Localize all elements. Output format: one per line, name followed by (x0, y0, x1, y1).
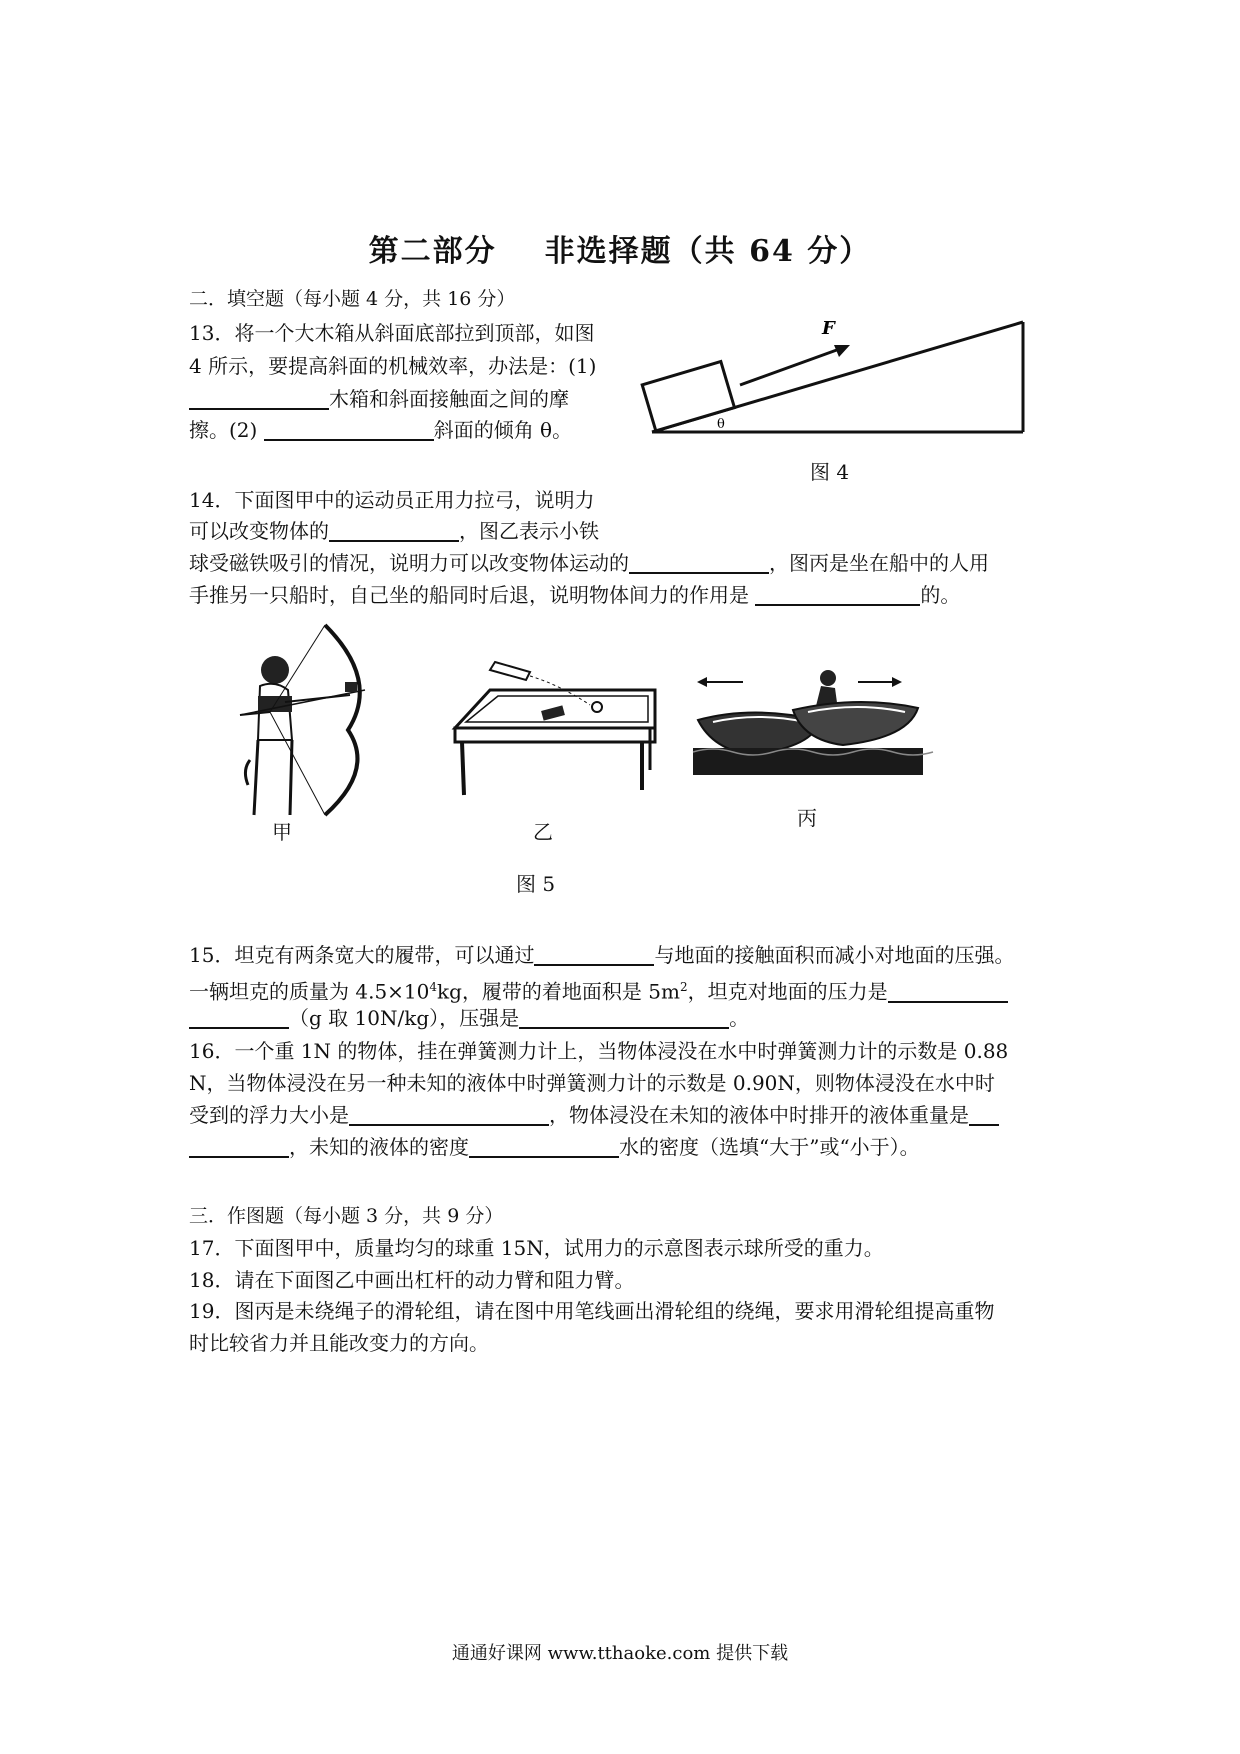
q19-line-2: 时比较省力并且能改变力的方向。 (189, 1331, 489, 1355)
boats-figure (693, 660, 923, 775)
right-arrow-icon (892, 677, 902, 687)
q18: 18．请在下面图乙中画出杠杆的动力臂和阻力臂。 (189, 1268, 635, 1292)
q15-line-3 (189, 1003, 749, 1033)
title-part: 第二部分 (368, 234, 497, 269)
angle-label: θ (717, 417, 725, 432)
q13-text: 擦。(2) (189, 418, 258, 442)
figure-5-label-b: 乙 (533, 820, 553, 844)
q14-line-2 (189, 516, 599, 546)
answer-blank[interactable] (629, 550, 769, 574)
force-label: F (822, 318, 835, 339)
q14-line-4 (189, 580, 960, 610)
exponent: 4 (429, 980, 438, 994)
draw-section-heading: 三．作图题（每小题 3 分，共 9 分） (189, 1205, 504, 1227)
q13-text: 木箱和斜面接触面之间的摩 (329, 387, 569, 411)
q14-text: 球受磁铁吸引的情况，说明力可以改变物体运动的 (189, 551, 629, 575)
q19-line-1: 19．图丙是未绕绳子的滑轮组，请在图中用笔线画出滑轮组的绕绳，要求用滑轮组提高重物 (189, 1299, 995, 1323)
q16-text: 水的密度（选填“大于”或“小于）。 (619, 1135, 920, 1159)
q16-text: ，未知的液体的密度 (289, 1135, 469, 1159)
q15-line-1 (189, 940, 1014, 970)
q14-line-1: 14．下面图甲中的运动员正用力拉弓，说明力 (189, 488, 595, 512)
q15-text: 。 (729, 1006, 750, 1030)
archer-figure (230, 620, 380, 820)
exponent: 2 (679, 980, 688, 994)
q14-line-3 (189, 548, 989, 578)
answer-blank[interactable] (888, 979, 1008, 1003)
q15-text: 与地面的接触面积而减小对地面的压强。 (654, 943, 1015, 967)
answer-blank[interactable] (329, 518, 459, 542)
q15-text: 一辆坦克的质量为 4.5×10 (189, 979, 430, 1004)
q14-text: ，图丙是坐在船中的人用 (769, 551, 989, 575)
answer-blank[interactable] (534, 942, 654, 966)
q15-text: ，坦克对地面的压力是 (687, 979, 888, 1004)
page-footer: 通通好课网 www.tthaoke.com 提供下载 (451, 1643, 789, 1664)
answer-blank[interactable] (469, 1134, 619, 1158)
answer-blank[interactable] (349, 1102, 549, 1126)
q16-line-3 (189, 1100, 999, 1130)
q14-text: 手推另一只船时，自己坐的船同时后退，说明物体间力的作用是 (189, 583, 749, 607)
figure-5-caption: 图 5 (516, 872, 556, 896)
q13-line-3 (189, 384, 569, 414)
q14-text: 可以改变物体的 (189, 519, 329, 543)
fill-section-heading: 二．填空题（每小题 4 分，共 16 分） (189, 288, 516, 310)
answer-blank[interactable] (264, 417, 434, 441)
q13-line-2: 4 所示，要提高斜面的机械效率，办法是：(1) (189, 354, 597, 378)
figure-4-caption: 图 4 (810, 460, 850, 484)
title-name: 非选择题（共 64 分） (544, 234, 872, 269)
incline-figure (640, 310, 1030, 435)
answer-blank[interactable] (519, 1005, 729, 1029)
answer-blank[interactable] (189, 1134, 289, 1158)
figure-5-label-c: 丙 (797, 806, 817, 830)
answer-blank[interactable] (755, 582, 920, 606)
q13-line-1: 13．将一个大木箱从斜面底部拉到顶部，如图 (189, 321, 595, 345)
q13-line-4 (189, 415, 572, 445)
answer-blank[interactable] (189, 1005, 289, 1029)
q17: 17．下面图甲中，质量均匀的球重 15N，试用力的示意图表示球所受的重力。 (189, 1236, 884, 1260)
q16-text: 受到的浮力大小是 (189, 1103, 349, 1127)
q16-text: ，物体浸没在未知的液体中时排开的液体重量是 (549, 1103, 969, 1127)
answer-blank[interactable] (189, 386, 329, 410)
left-arrow-icon (697, 677, 707, 687)
q15-text: 15．坦克有两条宽大的履带，可以通过 (189, 943, 535, 967)
q14-text: 的。 (920, 583, 961, 607)
page-title (0, 226, 1240, 270)
q13-text: 斜面的倾角 θ。 (433, 418, 573, 442)
q14-text: ，图乙表示小铁 (459, 519, 599, 543)
answer-blank[interactable] (969, 1102, 999, 1126)
q15-text: （g 取 10N/kg），压强是 (289, 1006, 520, 1030)
q16-line-1: 16．一个重 1N 的物体，挂在弹簧测力计上，当物体浸没在水中时弹簧测力计的示数是 0.88 (189, 1039, 1009, 1063)
figure-5-label-a: 甲 (272, 820, 292, 844)
magnet-table-figure (450, 650, 660, 800)
q16-line-2: N，当物体浸没在另一种未知的液体中时弹簧测力计的示数是 0.90N，则物体浸没在水中时 (189, 1071, 995, 1095)
q16-line-4 (189, 1132, 920, 1162)
q15-line-2 (189, 972, 1008, 1007)
q15-text: kg，履带的着地面积是 5m (437, 979, 680, 1004)
